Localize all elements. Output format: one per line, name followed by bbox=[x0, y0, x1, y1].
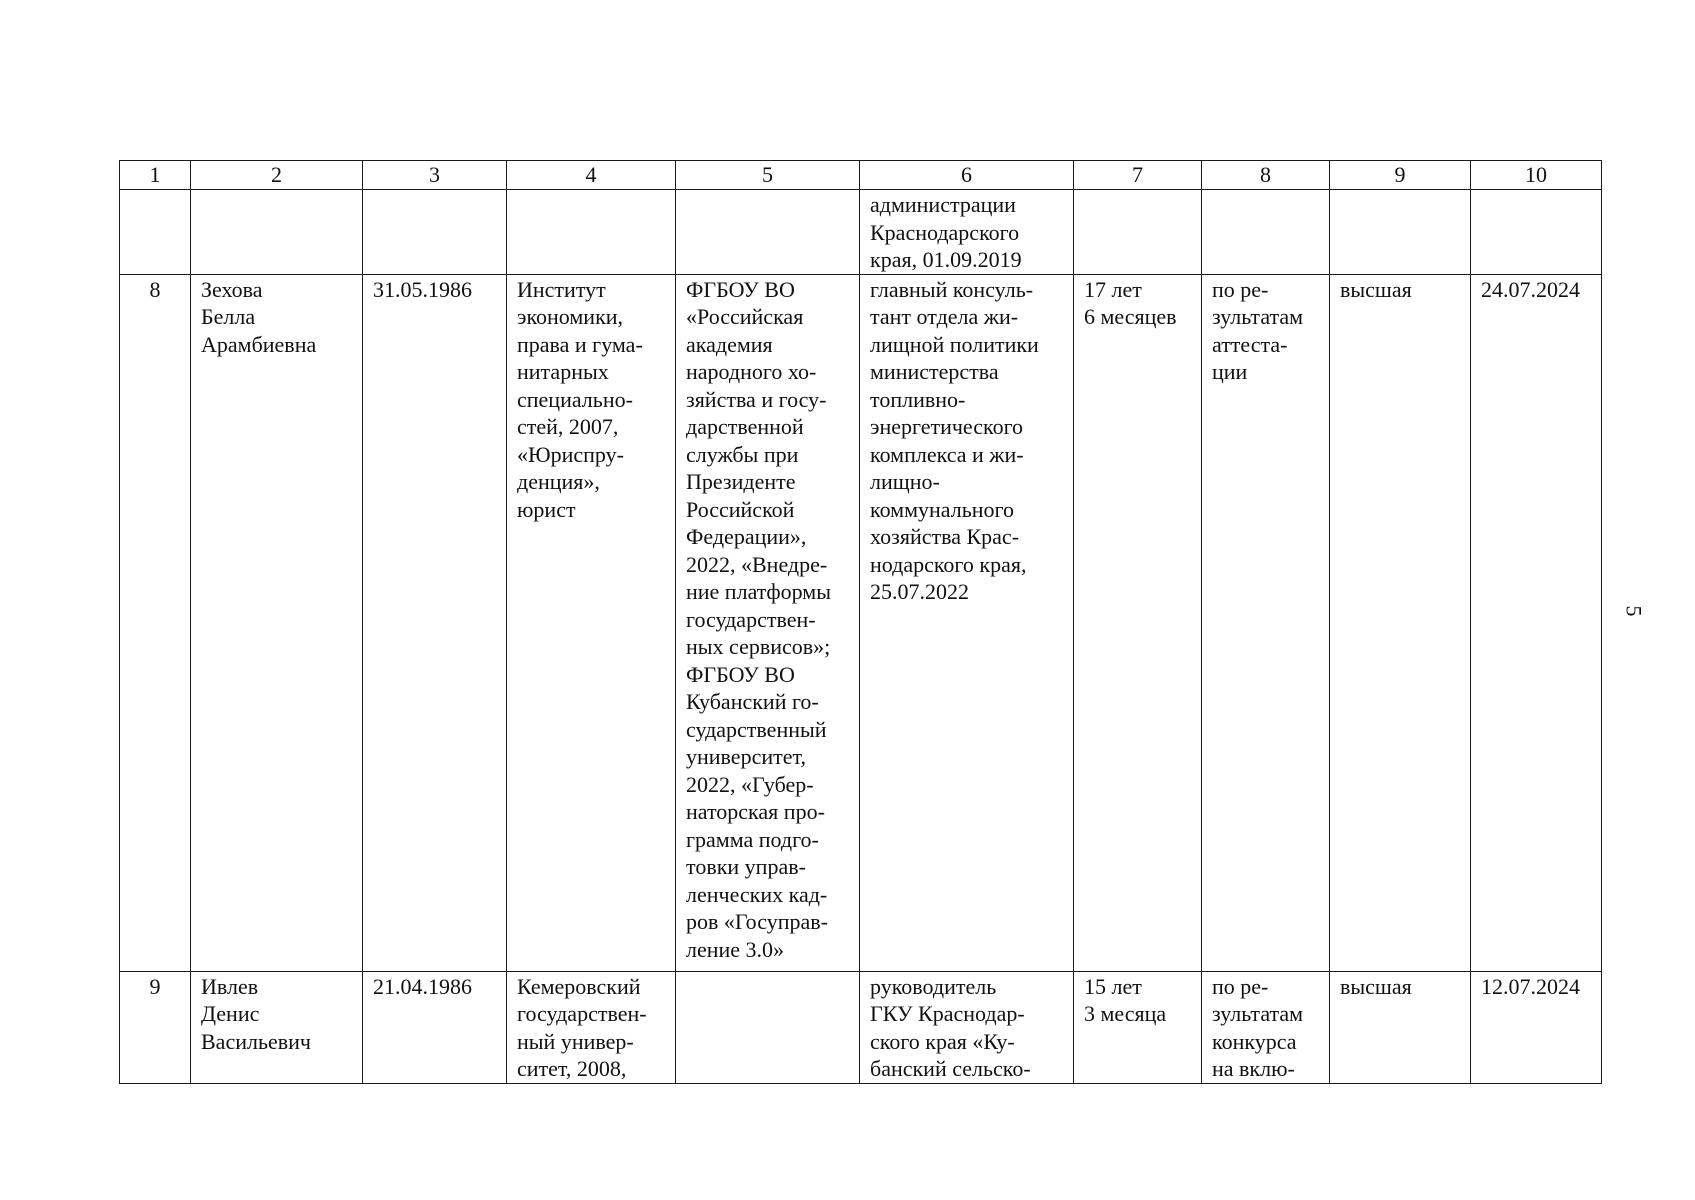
empty-cell bbox=[676, 190, 860, 275]
level-cell: высшая bbox=[1330, 971, 1471, 1083]
position-cell: главный консуль- тант отдела жи- лищной политики министерства топливно- энергетического комплекса и жи- лищно- коммунального хозяйства Крас- нодарского края, 25.07.2022 bbox=[860, 274, 1074, 971]
additional-education-cell: ФГБОУ ВО «Российская академия народного хо- зяйства и госу- дарственной службы при Президенте Российской Федерации», 2022, «Внедре- ние платформы государствен- ных сервисов»; ФГБОУ ВО Кубанский го- сударственный университет, 2022, «Губер- наторская про- грамма подго- товки управ- ленческих кад- ров «Госуправ- ление 3.0» bbox=[676, 274, 860, 971]
experience-cell: 17 лет 6 месяцев bbox=[1074, 274, 1202, 971]
row-number-cell: 8 bbox=[120, 274, 191, 971]
additional-education-cell bbox=[676, 971, 860, 1083]
column-number: 8 bbox=[1202, 161, 1330, 190]
position-continuation-cell: администрации Краснодарского края, 01.09.2019 bbox=[860, 190, 1074, 275]
column-number: 6 bbox=[860, 161, 1074, 190]
education-cell: Кемеровский государствен- ный универ- ситет, 2008, bbox=[507, 971, 676, 1083]
empty-cell bbox=[1471, 190, 1602, 275]
empty-cell bbox=[507, 190, 676, 275]
row-number-cell: 9 bbox=[120, 971, 191, 1083]
continuation-row bbox=[120, 190, 1602, 275]
date-cell: 24.07.2024 bbox=[1471, 274, 1602, 971]
empty-cell bbox=[363, 190, 507, 275]
column-number: 7 bbox=[1074, 161, 1202, 190]
column-number: 4 bbox=[507, 161, 676, 190]
column-number: 5 bbox=[676, 161, 860, 190]
education-cell: Институт экономики, права и гума- нитарных специально- стей, 2007, «Юриспру- денция», юрист bbox=[507, 274, 676, 971]
column-number: 1 bbox=[120, 161, 191, 190]
birth-date-cell: 31.05.1986 bbox=[363, 274, 507, 971]
column-number: 9 bbox=[1330, 161, 1471, 190]
basis-cell: по ре- зультатам конкурса на вклю- bbox=[1202, 971, 1330, 1083]
personnel-table bbox=[119, 160, 1602, 1084]
experience-cell: 15 лет 3 месяца bbox=[1074, 971, 1202, 1083]
column-number: 10 bbox=[1471, 161, 1602, 190]
birth-date-cell: 21.04.1986 bbox=[363, 971, 507, 1083]
name-cell: Ивлев Денис Васильевич bbox=[191, 971, 363, 1083]
position-cell: руководитель ГКУ Краснодар- ского края «Ку- банский сельско- bbox=[860, 971, 1074, 1083]
empty-cell bbox=[1202, 190, 1330, 275]
empty-cell bbox=[1330, 190, 1471, 275]
column-number: 3 bbox=[363, 161, 507, 190]
empty-cell bbox=[191, 190, 363, 275]
date-cell: 12.07.2024 bbox=[1471, 971, 1602, 1083]
column-number: 2 bbox=[191, 161, 363, 190]
table-row bbox=[120, 971, 1602, 1083]
name-cell: Зехова Белла Арамбиевна bbox=[191, 274, 363, 971]
column-number-row bbox=[120, 161, 1602, 190]
page-number: 5 bbox=[1621, 605, 1647, 617]
table-row bbox=[120, 274, 1602, 971]
empty-cell bbox=[1074, 190, 1202, 275]
basis-cell: по ре- зультатам аттеста- ции bbox=[1202, 274, 1330, 971]
empty-cell bbox=[120, 190, 191, 275]
level-cell: высшая bbox=[1330, 274, 1471, 971]
